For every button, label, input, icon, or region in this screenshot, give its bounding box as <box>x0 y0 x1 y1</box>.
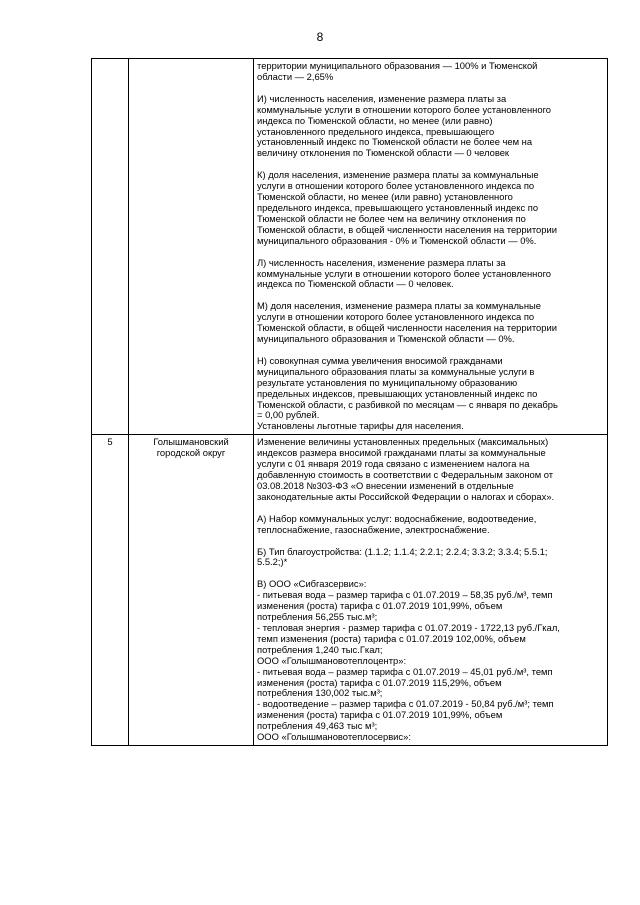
paragraph-l: Л) численность населения, изменение размера платы за коммунальные услуги в отношении которого более установленного индекса по Тюменской области — 0 человек. <box>257 256 552 290</box>
paragraph-k: К) доля населения, изменение размера платы за коммунальные услуги в отношении которого более установленного индекса по Тюменской области, но менее (или равно) установленного предельного индекса, превышающего установленный индекс по Тюменской области не более чем на величину отклонения по Тюменской области, в общей численности населения на территории муниципального образования - 0% и Тюменской области — 0%. <box>257 169 557 246</box>
table-row <box>92 435 608 746</box>
paragraph-n: Н) совокупная сумма увеличения вносимой гражданами муниципального образования платы за коммунальные услуги в результате установления по муниципальному образованию предельных индексов, превышающих установленный индекс по Тюменской области, с разбивкой по месяцам — с января по декабрь = 0,00 рублей. <box>257 354 558 421</box>
paragraph-intro: Изменение величины установленных предельных (максимальных) индексов размера вносимой гражданами платы за коммунальные услуги с 01 января 2019 года связано с изменением налога на добавленную стоимость в соответствии с Федеральным законом от 03.08.2018 №303-ФЗ «О внесении изменений в отдельные законодательные акты Российской Федерации о налогах и сборах». <box>257 436 555 502</box>
document-table <box>91 58 608 746</box>
row-content-cell <box>254 59 608 435</box>
row-number-cell <box>92 59 129 435</box>
paragraph-a: А) Набор коммунальных услуг: водоснабжение, водоотведение, теплоснабжение, газоснабжение, электроснабжение. <box>257 512 537 535</box>
paragraph-tail: Установлены льготные тарифы для населения. <box>257 420 464 432</box>
row-name-cell <box>129 59 254 435</box>
row-number: 5 <box>92 435 129 746</box>
paragraph: территории муниципального образования — 100% и Тюменской области — 2,65% <box>257 60 538 82</box>
page-number: 8 <box>316 30 324 44</box>
municipality-name: Голышмановский городской округ <box>129 435 254 746</box>
paragraph-m: М) доля населения, изменение размера платы за коммунальные услуги в отношении которого более установленного индекса по Тюменской области, в общей численности населения на территории муниципального образования и Тюменской области — 0%. <box>257 300 557 345</box>
paragraph-v: В) ООО «Сибгазсервис»: - питьевая вода – размер тарифа с 01.07.2019 – 58,35 руб./м³, темп изменения (роста) тарифа с 01.07.2019 101,99%, объем потребления 56,255 тыс.м³; - тепловая энергия - размер тарифа с 01.07.2019 - 1722,13 руб./Гкал, темп изменения (роста) тарифа с 01.07.2019 102,00%, объем потребления 1,240 тыс.Гкал; ООО «Голышмановотеплоцентр»: - питьевая вода – размер тарифа с 01.07.2019 – 45,01 руб./м³, темп изменения (роста) тарифа с 01.07.2019 115,29%, объем потребления 130,002 тыс.м³; - водоотведение – размер тарифа с 01.07.2019 - 50,84 руб./м³; темп изменения (роста) тарифа с 01.07.2019 101,99%, объем потребления 49,463 тыс м³; ООО «Голышмановотеплосервис»: <box>257 578 560 743</box>
paragraph-b: Б) Тип благоустройства: (1.1.2; 1.1.4; 2.2.1; 2.2.4; 3.3.2; 3.3.4; 5.5.1; 5.5.2;)* <box>257 545 548 568</box>
table-row <box>92 59 608 435</box>
row-content-cell <box>254 435 608 746</box>
paragraph-i: И) численность населения, изменение размера платы за коммунальные услуги в отношении которого более установленного индекса по Тюменской области, но менее (или равно) установленного предельного индекса, превышающего установленный индекс по Тюменской области не более чем на величину отклонения по Тюменской области — 0 человек <box>257 92 552 159</box>
